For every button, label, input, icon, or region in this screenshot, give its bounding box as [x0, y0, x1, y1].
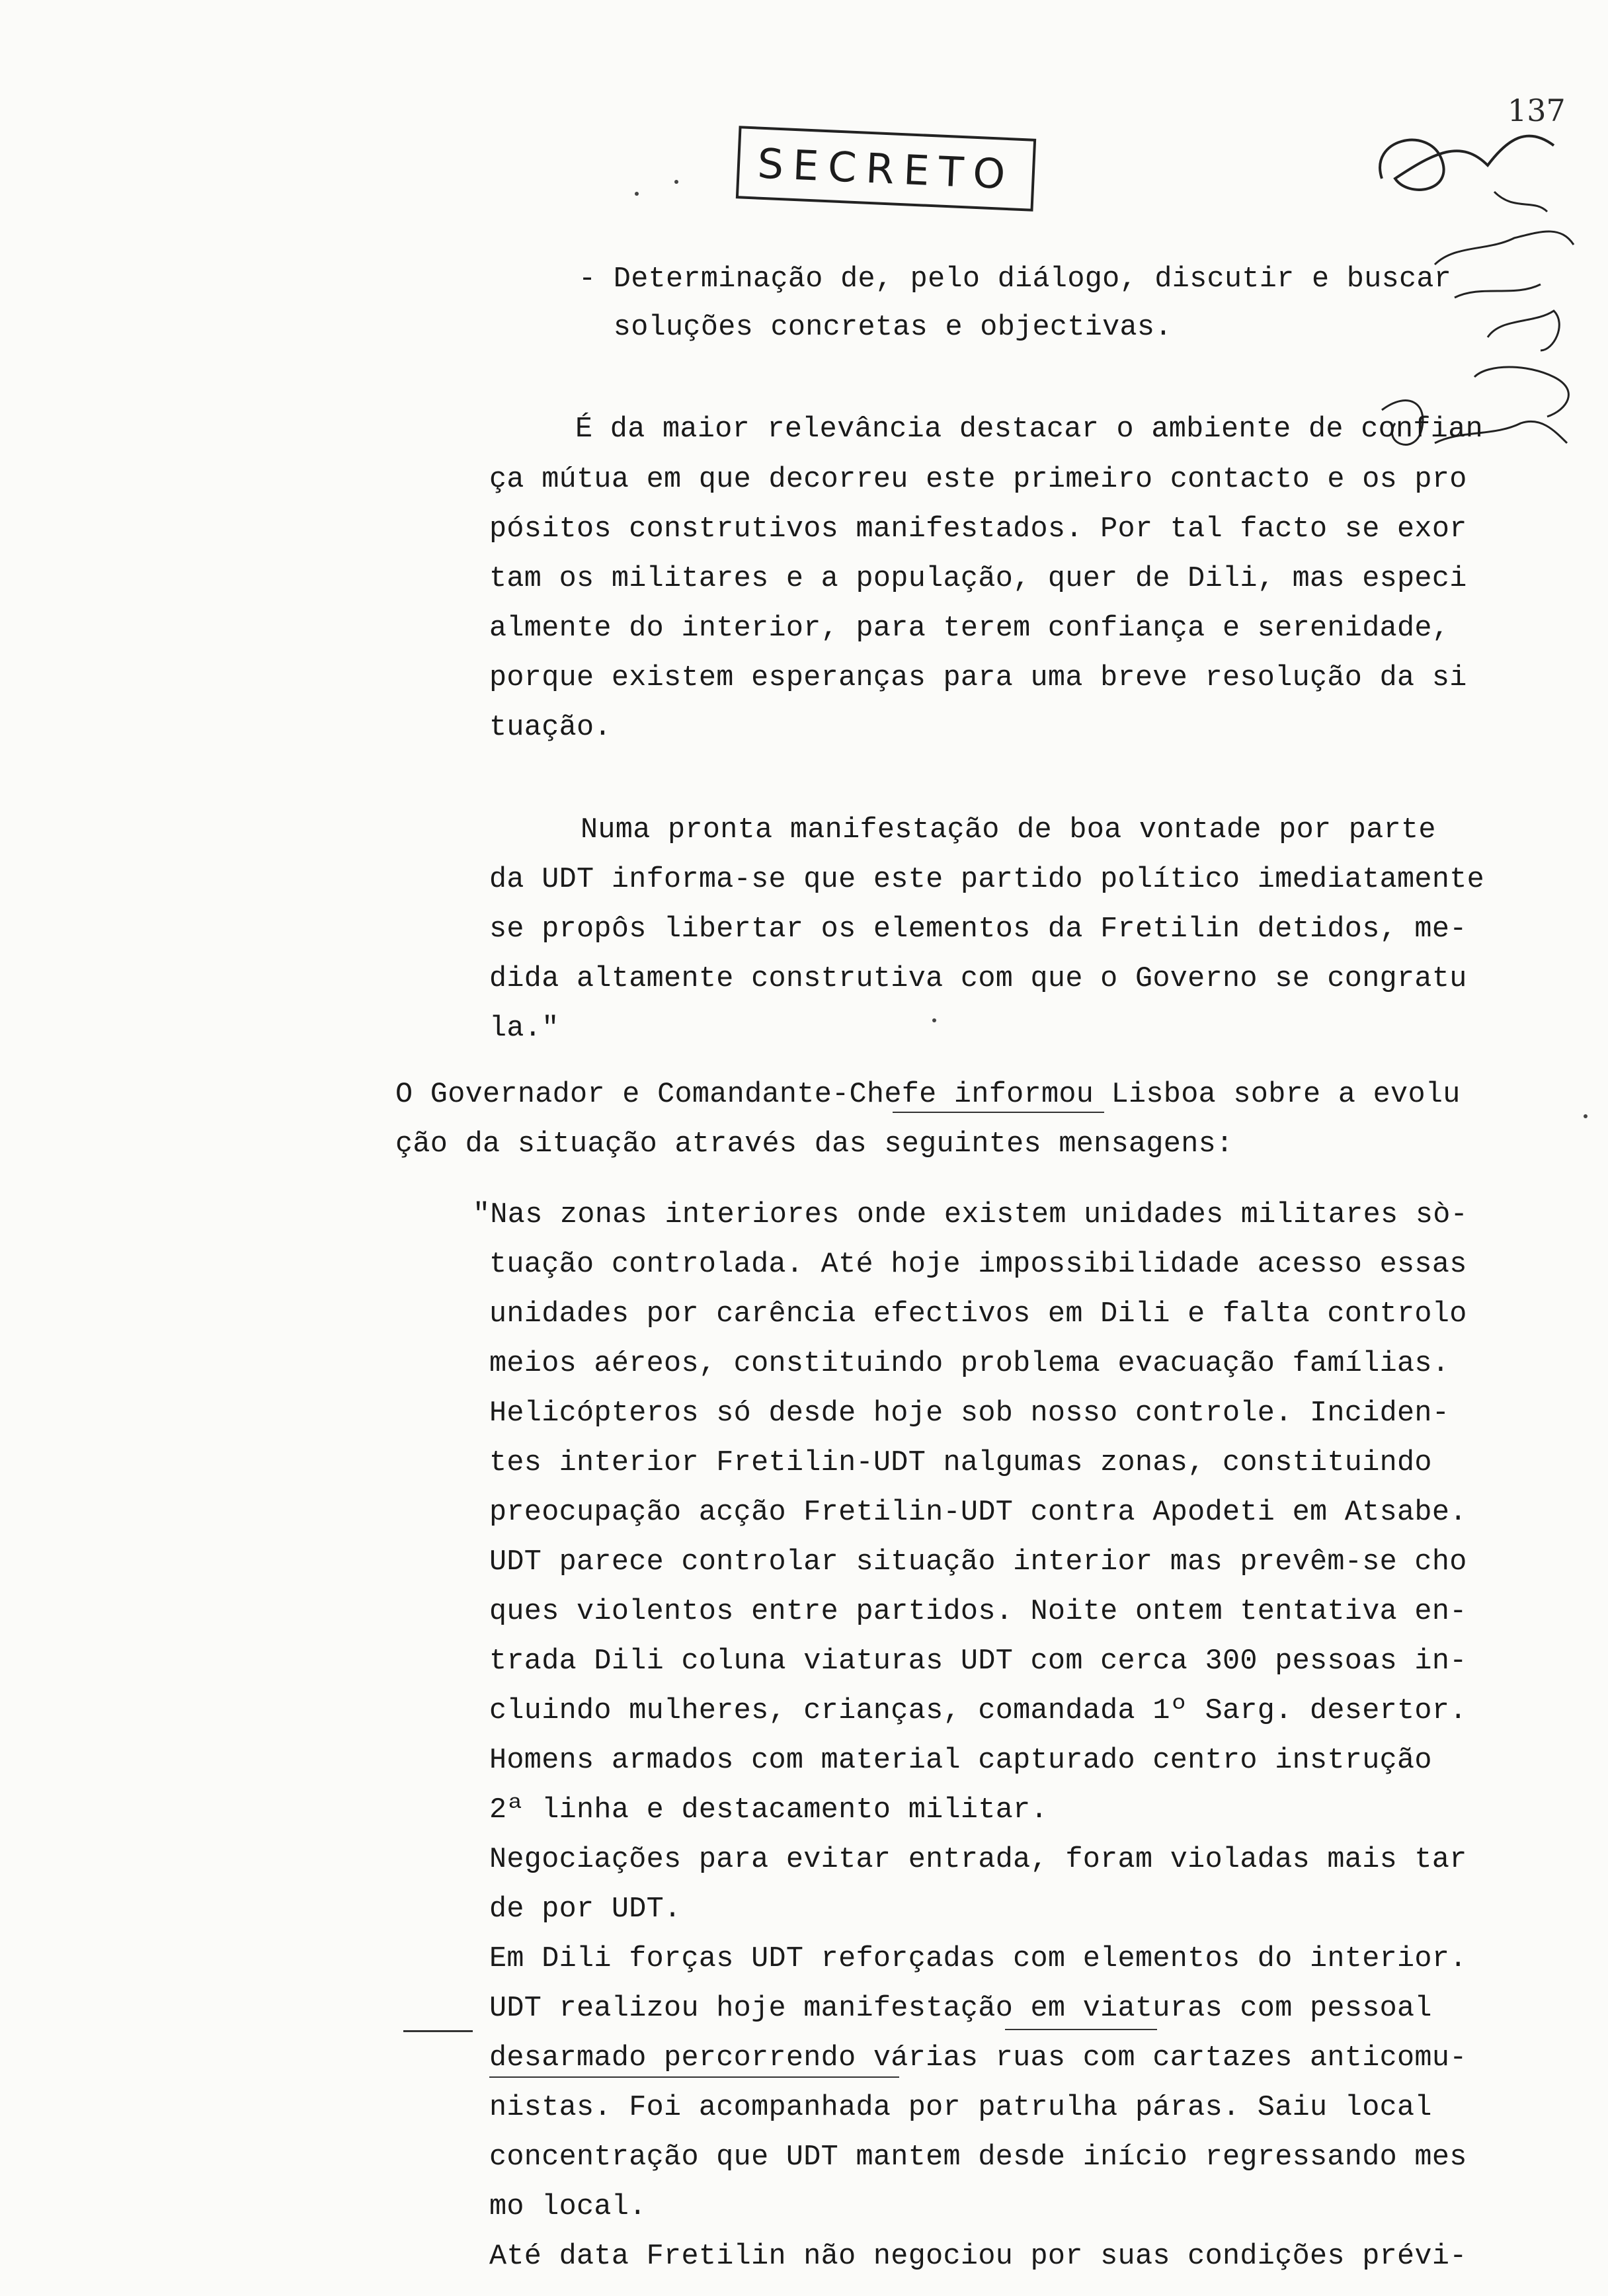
- body-line: Em Dili forças UDT reforçadas com elementos do interior.: [489, 1943, 1467, 1975]
- body-line: tuação controlada. Até hoje impossibilidade acesso essas: [489, 1249, 1467, 1281]
- body-line: dida altamente construtiva com que o Governo se congratu: [489, 963, 1467, 995]
- handwritten-underline: [489, 2076, 899, 2078]
- handwritten-underline: [403, 2030, 473, 2032]
- body-line: pósitos construtivos manifestados. Por tal facto se exor: [489, 513, 1467, 546]
- body-line: UDT realizou hoje manifestação em viaturas com pessoal: [489, 1992, 1432, 2025]
- body-line: Numa pronta manifestação de boa vontade por parte: [581, 814, 1436, 846]
- body-line: se propôs libertar os elementos da Fretilin detidos, me-: [489, 913, 1467, 946]
- body-line: UDT parece controlar situação interior mas prevêm-se cho: [489, 1546, 1467, 1578]
- body-line: 2ª linha e destacamento militar.: [489, 1794, 1048, 1826]
- body-line: O Governador e Comandante-Chefe informou Lisboa sobre a evolu: [395, 1079, 1461, 1111]
- body-line: Homens armados com material capturado centro instrução: [489, 1744, 1432, 1777]
- body-line: cluindo mulheres, crianças, comandada 1º Sarg. desertor.: [489, 1695, 1467, 1727]
- scan-speck: [932, 1018, 936, 1022]
- body-line: Até data Fretilin não negociou por suas condições prévi-: [489, 2240, 1467, 2273]
- body-line: desarmado percorrendo várias ruas com cartazes anticomu-: [489, 2042, 1467, 2074]
- scan-speck: [635, 192, 639, 196]
- stamp-text: SECRETO: [756, 139, 1016, 198]
- body-line: de por UDT.: [489, 1893, 682, 1926]
- page-number: 137: [1508, 93, 1566, 128]
- body-line: soluções concretas e objectivas.: [579, 311, 1172, 344]
- body-line: mo local.: [489, 2191, 647, 2223]
- body-line: almente do interior, para terem confiança e serenidade,: [489, 612, 1450, 645]
- body-line: da UDT informa-se que este partido político imediatamente: [489, 864, 1485, 896]
- body-line: preocupação acção Fretilin-UDT contra Apodeti em Atsabe.: [489, 1496, 1467, 1529]
- body-line: ques violentos entre partidos. Noite ontem tentativa en-: [489, 1596, 1467, 1628]
- handwritten-underline: [1005, 2029, 1157, 2030]
- body-line: tuação.: [489, 712, 612, 744]
- body-line: Helicópteros só desde hoje sob nosso controle. Inciden-: [489, 1397, 1450, 1430]
- body-line: É da maior relevância destacar o ambiente de confian: [575, 413, 1484, 446]
- body-line: concentração que UDT mantem desde início regressando mes: [489, 2141, 1467, 2174]
- body-line: "Nas zonas interiores onde existem unidades militares sò-: [473, 1199, 1468, 1231]
- body-line: meios aéreos, constituindo problema evacuação famílias.: [489, 1348, 1450, 1380]
- body-line: trada Dili coluna viaturas UDT com cerca 300 pessoas in-: [489, 1645, 1467, 1678]
- body-line: ça mútua em que decorreu este primeiro contacto e os pro: [489, 464, 1467, 496]
- body-line: Negociações para evitar entrada, foram violadas mais tar: [489, 1844, 1467, 1876]
- body-line: ção da situação através das seguintes mensagens:: [395, 1128, 1234, 1161]
- body-line: unidades por carência efectivos em Dili e falta controlo: [489, 1298, 1467, 1331]
- scan-speck: [1584, 1114, 1588, 1118]
- body-line: - Determinação de, pelo diálogo, discutir e buscar: [579, 263, 1452, 296]
- handwritten-underline: [893, 1112, 1104, 1113]
- body-line: porque existem esperanças para uma breve resolução da si: [489, 662, 1467, 694]
- scan-speck: [674, 180, 678, 184]
- secret-stamp: [736, 126, 1036, 212]
- body-line: tam os militares e a população, quer de Dili, mas especi: [489, 563, 1467, 595]
- body-line: tes interior Fretilin-UDT nalgumas zonas, constituindo: [489, 1447, 1432, 1479]
- body-line: la.": [489, 1012, 559, 1045]
- body-line: nistas. Foi acompanhada por patrulha páras. Saiu local: [489, 2092, 1432, 2124]
